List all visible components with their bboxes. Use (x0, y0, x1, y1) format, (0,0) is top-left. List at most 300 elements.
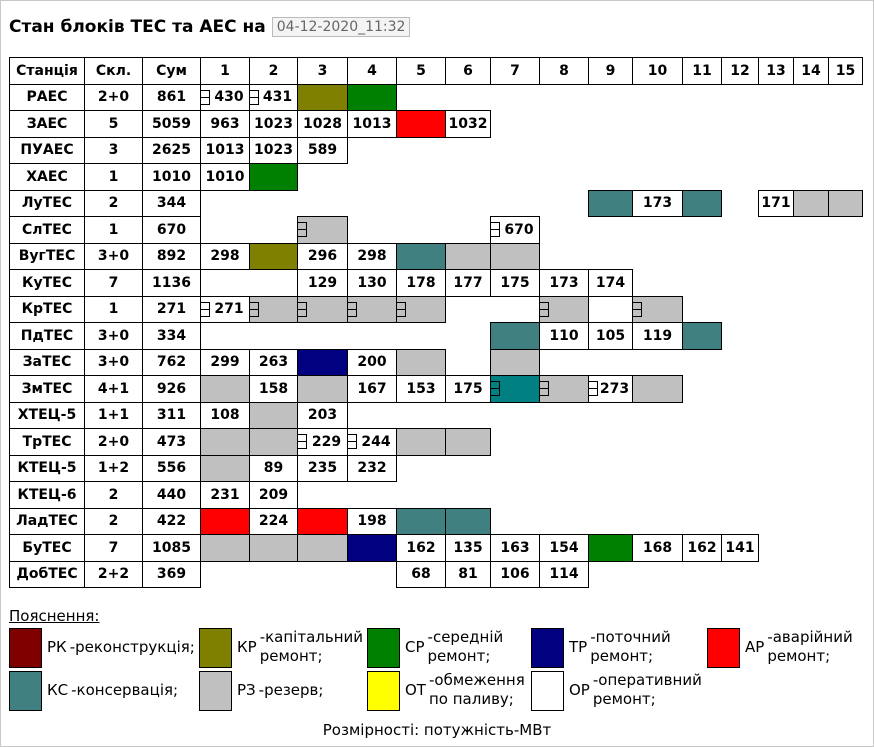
legend-swatch (199, 671, 232, 711)
unit-cell (397, 376, 446, 403)
legend-title: Пояснення: (9, 607, 100, 625)
empty-cell (829, 243, 863, 270)
unit-config: 2+2 (85, 561, 143, 588)
empty-cell (683, 349, 722, 376)
total-power: 1010 (143, 164, 201, 191)
empty-cell (794, 349, 829, 376)
legend-desc-line: -обмеження (428, 671, 525, 689)
unit-config: 2+0 (85, 84, 143, 111)
empty-cell (446, 482, 491, 509)
unit-config: 7 (85, 270, 143, 297)
unit-config: 3 (85, 137, 143, 164)
empty-cell (446, 455, 491, 482)
unit-cell (491, 243, 540, 270)
legend-item (707, 628, 853, 668)
total-power: 1136 (143, 270, 201, 297)
unit-cell (348, 84, 397, 111)
empty-cell (540, 402, 589, 429)
page-title: Стан блоків ТЕС та АЕС на (9, 17, 266, 37)
total-power: 334 (143, 323, 201, 350)
empty-cell (722, 508, 759, 535)
empty-cell (397, 323, 446, 350)
legend-description (428, 628, 504, 666)
unit-power: 110 (549, 327, 579, 344)
empty-cell (722, 164, 759, 191)
empty-cell (794, 508, 829, 535)
empty-cell (446, 349, 491, 376)
empty-cell (397, 482, 446, 509)
empty-cell (250, 270, 298, 297)
unit-cell (683, 535, 722, 562)
empty-cell (759, 111, 794, 138)
empty-cell (759, 535, 794, 562)
empty-cell (589, 429, 633, 456)
unit-cell (250, 349, 298, 376)
legend-description (70, 638, 195, 657)
table-row (10, 535, 863, 562)
unit-cell (633, 323, 683, 350)
empty-cell (446, 190, 491, 217)
unit-cell (397, 508, 446, 535)
empty-cell (829, 164, 863, 191)
empty-cell (348, 482, 397, 509)
unit-cell (348, 349, 397, 376)
unit-cell (633, 376, 683, 403)
legend-description (429, 671, 525, 709)
empty-cell (348, 137, 397, 164)
legend-code: АР (745, 638, 765, 656)
legend-swatch (531, 628, 564, 668)
empty-cell (683, 482, 722, 509)
empty-cell (298, 190, 348, 217)
unit-config: 5 (85, 111, 143, 138)
empty-cell (794, 535, 829, 562)
unit-flag-icon (201, 90, 210, 105)
empty-cell (201, 217, 250, 244)
unit-power: 167 (357, 380, 387, 397)
empty-cell (683, 137, 722, 164)
unit-cell (633, 535, 683, 562)
legend-desc-line: ремонт; (592, 690, 656, 708)
unit-power: 1013 (205, 142, 245, 159)
unit-power: 105 (595, 327, 626, 344)
legend-code: РК (47, 638, 67, 656)
empty-cell (759, 482, 794, 509)
legend-swatch (367, 628, 400, 668)
unit-power: 158 (258, 380, 289, 397)
unit-flag-icon (298, 434, 307, 449)
empty-cell (829, 217, 863, 244)
empty-cell (589, 111, 633, 138)
empty-cell (722, 561, 759, 588)
unit-cell (348, 376, 397, 403)
unit-cell (397, 561, 446, 588)
empty-cell (298, 482, 348, 509)
column-header: 10 (633, 58, 683, 85)
unit-cell (250, 508, 298, 535)
unit-cell (298, 296, 348, 323)
empty-cell (633, 111, 683, 138)
unit-power: 431 (262, 89, 293, 106)
empty-cell (794, 243, 829, 270)
empty-cell (491, 164, 540, 191)
empty-cell (540, 84, 589, 111)
empty-cell (397, 84, 446, 111)
unit-power: 153 (406, 380, 436, 397)
station-name: ЛуТЕС (10, 190, 85, 217)
empty-cell (397, 164, 446, 191)
station-name: ПУАЕС (10, 137, 85, 164)
unit-cell (348, 111, 397, 138)
unit-power: 114 (549, 566, 579, 583)
empty-cell (633, 217, 683, 244)
empty-cell (759, 402, 794, 429)
empty-cell (794, 270, 829, 297)
unit-cell (446, 508, 491, 535)
unit-cell (759, 190, 794, 217)
station-name: ТрТЕС (10, 429, 85, 456)
empty-cell (589, 164, 633, 191)
total-power: 311 (143, 402, 201, 429)
empty-cell (589, 349, 633, 376)
unit-cell (298, 535, 348, 562)
unit-power: 296 (307, 248, 338, 265)
unit-flag-icon (491, 222, 500, 237)
unit-config: 3+0 (85, 323, 143, 350)
unit-cell (298, 217, 348, 244)
empty-cell (491, 482, 540, 509)
unit-cell (540, 323, 589, 350)
unit-cell (348, 296, 397, 323)
unit-power: 298 (210, 248, 240, 265)
unit-flag-icon (298, 302, 307, 317)
table-row (10, 164, 863, 191)
unit-power: 141 (725, 539, 755, 556)
unit-flag-icon (348, 434, 357, 449)
legend-item (367, 671, 525, 711)
legend-desc-line: ремонт; (767, 647, 831, 665)
unit-cell (491, 349, 540, 376)
table-row (10, 323, 863, 350)
units-status-table (9, 57, 863, 588)
unit-cell (348, 429, 397, 456)
unit-power: 119 (642, 327, 673, 344)
unit-power: 171 (761, 195, 791, 212)
legend-code: ОР (569, 681, 590, 699)
station-name: КТЕЦ-6 (10, 482, 85, 509)
unit-cell (250, 243, 298, 270)
empty-cell (633, 561, 683, 588)
empty-cell (540, 349, 589, 376)
unit-cell (201, 111, 250, 138)
total-power: 762 (143, 349, 201, 376)
empty-cell (759, 164, 794, 191)
legend-swatch (531, 671, 564, 711)
empty-cell (683, 429, 722, 456)
unit-power: 589 (307, 142, 338, 159)
unit-cell (446, 535, 491, 562)
table-row (10, 111, 863, 138)
unit-power: 81 (458, 566, 478, 583)
unit-cell (250, 111, 298, 138)
unit-power: 174 (595, 274, 626, 291)
unit-power: 154 (549, 539, 579, 556)
empty-cell (540, 243, 589, 270)
empty-cell (491, 296, 540, 323)
unit-power: 173 (549, 274, 579, 291)
table-row (10, 349, 863, 376)
empty-cell (633, 402, 683, 429)
dimension-note: Розмірності: потужність-МВт (322, 721, 552, 739)
unit-cell (250, 535, 298, 562)
empty-cell (722, 270, 759, 297)
unit-flag-icon (298, 222, 307, 237)
legend-desc-line: -аварійний (767, 628, 853, 646)
empty-cell (683, 111, 722, 138)
column-header: 8 (540, 58, 589, 85)
empty-cell (759, 323, 794, 350)
empty-cell (794, 455, 829, 482)
unit-power: 162 (687, 539, 717, 556)
empty-cell (540, 137, 589, 164)
column-header: 1 (201, 58, 250, 85)
unit-cell (250, 482, 298, 509)
unit-config: 2 (85, 508, 143, 535)
empty-cell (759, 270, 794, 297)
column-header: 15 (829, 58, 863, 85)
empty-cell (589, 217, 633, 244)
empty-cell (298, 164, 348, 191)
unit-cell (201, 455, 250, 482)
table-row (10, 137, 863, 164)
column-header: 12 (722, 58, 759, 85)
unit-power: 200 (357, 354, 387, 371)
empty-cell (446, 164, 491, 191)
empty-cell (446, 217, 491, 244)
total-power: 1085 (143, 535, 201, 562)
empty-cell (250, 561, 298, 588)
table-row (10, 508, 863, 535)
empty-cell (829, 402, 863, 429)
empty-cell (683, 376, 722, 403)
legend-description (593, 671, 702, 709)
total-power: 5059 (143, 111, 201, 138)
unit-cell (201, 429, 250, 456)
empty-cell (201, 270, 250, 297)
empty-cell (683, 508, 722, 535)
unit-cell (540, 296, 589, 323)
unit-cell (397, 349, 446, 376)
empty-cell (722, 323, 759, 350)
legend-item (199, 628, 363, 668)
empty-cell (794, 84, 829, 111)
empty-cell (589, 482, 633, 509)
unit-power: 231 (210, 486, 240, 503)
empty-cell (201, 190, 250, 217)
empty-cell (397, 190, 446, 217)
empty-cell (250, 323, 298, 350)
unit-cell (397, 243, 446, 270)
legend-swatch (199, 628, 232, 668)
unit-power: 178 (406, 274, 436, 291)
empty-cell (759, 137, 794, 164)
empty-cell (589, 508, 633, 535)
unit-config: 7 (85, 535, 143, 562)
unit-power: 1023 (254, 115, 293, 132)
empty-cell (397, 217, 446, 244)
empty-cell (722, 482, 759, 509)
total-power: 271 (143, 296, 201, 323)
station-name: ЗмТЕС (10, 376, 85, 403)
empty-cell (589, 296, 633, 323)
empty-cell (722, 296, 759, 323)
empty-cell (759, 508, 794, 535)
empty-cell (683, 561, 722, 588)
total-power: 670 (143, 217, 201, 244)
empty-cell (397, 137, 446, 164)
legend-desc-line: ремонт; (259, 647, 323, 665)
unit-cell (298, 137, 348, 164)
legend-description (71, 681, 178, 700)
legend-item (9, 671, 178, 711)
empty-cell (829, 137, 863, 164)
column-header: 4 (348, 58, 397, 85)
legend-code: ОТ (405, 681, 426, 699)
unit-power: 209 (258, 486, 289, 503)
unit-cell (298, 84, 348, 111)
unit-power: 263 (258, 354, 289, 371)
unit-power: 232 (357, 460, 387, 477)
empty-cell (589, 561, 633, 588)
empty-cell (540, 164, 589, 191)
unit-power: 130 (357, 274, 387, 291)
station-name: ЗаТЕС (10, 349, 85, 376)
unit-cell (446, 270, 491, 297)
empty-cell (722, 376, 759, 403)
column-header: Станція (10, 58, 85, 85)
empty-cell (794, 482, 829, 509)
empty-cell (491, 429, 540, 456)
column-header: 14 (794, 58, 829, 85)
table-row (10, 402, 863, 429)
unit-power: 203 (307, 407, 338, 424)
unit-config: 3+0 (85, 349, 143, 376)
unit-power: 271 (214, 301, 244, 318)
table-row (10, 561, 863, 588)
empty-cell (348, 402, 397, 429)
unit-cell (722, 535, 759, 562)
unit-power: 224 (258, 513, 289, 530)
total-power: 2625 (143, 137, 201, 164)
station-name: ДобТЕС (10, 561, 85, 588)
empty-cell (794, 296, 829, 323)
empty-cell (250, 190, 298, 217)
legend-description (260, 628, 363, 666)
empty-cell (794, 137, 829, 164)
total-power: 473 (143, 429, 201, 456)
empty-cell (491, 508, 540, 535)
empty-cell (829, 270, 863, 297)
empty-cell (722, 429, 759, 456)
unit-cell (298, 508, 348, 535)
unit-flag-icon (491, 381, 500, 396)
unit-cell (201, 84, 250, 111)
unit-cell (683, 190, 722, 217)
unit-config: 2+0 (85, 429, 143, 456)
unit-cell (397, 429, 446, 456)
unit-cell (250, 137, 298, 164)
unit-cell (298, 455, 348, 482)
table-row (10, 482, 863, 509)
unit-cell (540, 376, 589, 403)
unit-power: 1032 (448, 115, 488, 132)
unit-power: 1013 (352, 115, 392, 132)
column-header: 11 (683, 58, 722, 85)
datetime-field[interactable]: 04-12-2020_11:32 (272, 17, 411, 37)
unit-power: 177 (453, 274, 483, 291)
unit-config: 3+0 (85, 243, 143, 270)
unit-power: 229 (311, 433, 342, 450)
column-header: 13 (759, 58, 794, 85)
unit-cell (298, 349, 348, 376)
empty-cell (829, 535, 863, 562)
empty-cell (829, 376, 863, 403)
total-power: 440 (143, 482, 201, 509)
empty-cell (829, 508, 863, 535)
empty-cell (722, 111, 759, 138)
unit-power: 135 (453, 539, 483, 556)
legend-desc-line: ремонт; (427, 647, 491, 665)
empty-cell (683, 217, 722, 244)
legend-swatch (9, 628, 42, 668)
unit-config: 4+1 (85, 376, 143, 403)
empty-cell (722, 349, 759, 376)
legend-desc-line: -капітальний (259, 628, 364, 646)
station-name: ВугТЕС (10, 243, 85, 270)
empty-cell (491, 190, 540, 217)
column-header: 6 (446, 58, 491, 85)
unit-cell (491, 217, 540, 244)
empty-cell (759, 243, 794, 270)
table-row (10, 190, 863, 217)
unit-power: 1028 (303, 115, 342, 132)
header (9, 17, 410, 37)
total-power: 422 (143, 508, 201, 535)
empty-cell (759, 84, 794, 111)
legend-desc-line: -реконструкція; (69, 638, 195, 656)
unit-cell (348, 270, 397, 297)
station-name: ЗАЕС (10, 111, 85, 138)
empty-cell (540, 482, 589, 509)
unit-cell (348, 243, 397, 270)
unit-power: 89 (263, 460, 284, 477)
unit-cell (201, 137, 250, 164)
legend-item (531, 671, 702, 711)
unit-power: 68 (411, 566, 431, 583)
unit-cell (298, 376, 348, 403)
legend-swatch (9, 671, 42, 711)
unit-cell (348, 455, 397, 482)
total-power: 861 (143, 84, 201, 111)
empty-cell (794, 217, 829, 244)
unit-cell (298, 429, 348, 456)
legend-desc-line: -оперативний (592, 671, 702, 689)
empty-cell (397, 402, 446, 429)
legend-swatch (367, 671, 400, 711)
empty-cell (722, 217, 759, 244)
legend-code: СР (405, 638, 425, 656)
legend-description (590, 628, 670, 666)
